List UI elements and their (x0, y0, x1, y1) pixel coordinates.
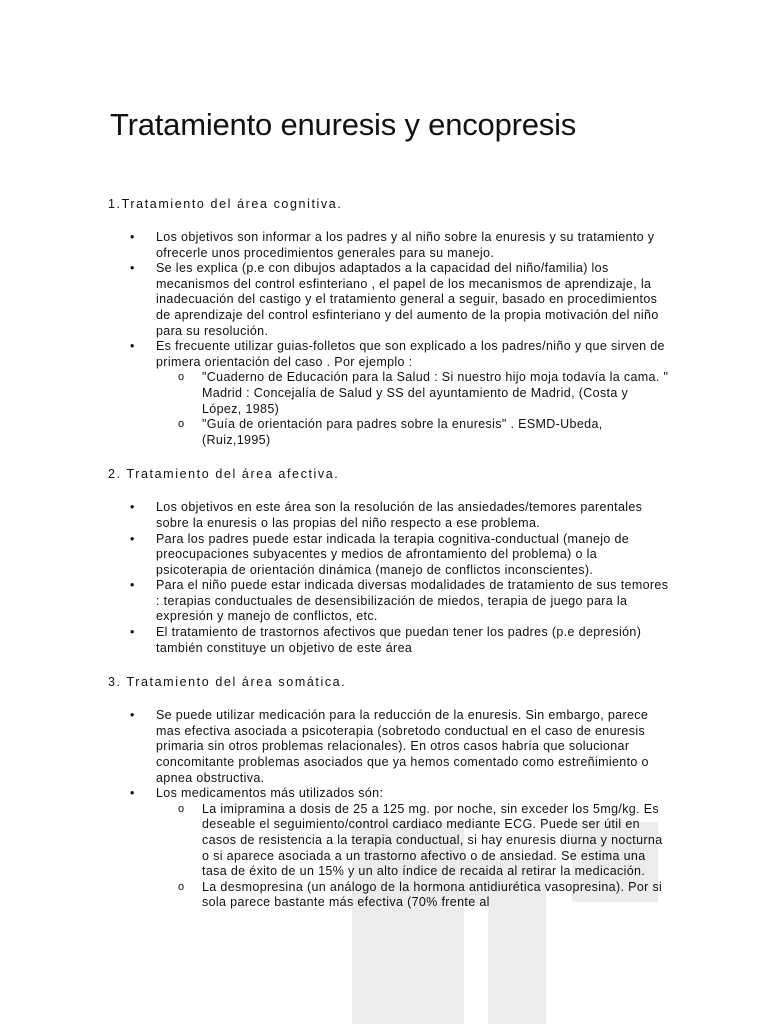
list-item-text: Los objetivos en este área son la resolución de las ansiedades/temores parentales sobre la enuresis o las propias del niño respecto a ese problema. (156, 500, 643, 530)
document-title: Tratamiento enuresis y encopresis (110, 107, 577, 142)
list-item (110, 708, 670, 786)
list-item (110, 578, 670, 625)
list-item (110, 532, 670, 579)
sub-list (156, 370, 670, 448)
bullet-icon: • (130, 786, 135, 801)
bullet-icon: • (130, 578, 135, 593)
list-item-text: Es frecuente utilizar guias-folletos que son explicado a los padres/niño y que sirven de primera orientación del caso . Por ejemplo : (156, 339, 665, 369)
bullet-icon: • (130, 531, 135, 546)
bullet-icon: • (130, 261, 135, 276)
circle-bullet-icon: o (178, 371, 185, 384)
list-item (110, 786, 670, 911)
list-item (110, 339, 670, 448)
sub-list-item (156, 880, 670, 911)
bullet-icon: • (130, 708, 135, 723)
section-cognitive (110, 196, 670, 448)
bullet-icon: • (130, 625, 135, 640)
section-heading: 2. Tratamiento del área afectiva. (108, 467, 340, 482)
bullet-list (110, 230, 670, 448)
circle-bullet-icon: o (178, 802, 185, 815)
circle-bullet-icon: o (178, 880, 185, 893)
list-item-text: Se les explica (p.e con dibujos adaptados a la capacidad del niño/familia) los mecanismos del control esfinteriano , el papel de los mecanismos de aprendizaje, la inadecuación del castigo y el tratamiento general a seguir, basado en procedimientos de aprendizaje del control esfinteriano y del aumento de la propia motivación del niño para su resolución. (156, 261, 659, 338)
list-item-text: Para el niño puede estar indicada diversas modalidades de tratamiento de sus temores : terapias conductuales de desensibilización de miedos, terapia de juego para la expresión y manejo de conflictos, etc. (156, 578, 669, 624)
bullet-icon: • (130, 339, 135, 354)
list-item (110, 625, 670, 656)
section-heading: 1.Tratamiento del área cognitiva. (108, 197, 343, 211)
sub-list-item-text: "Cuaderno de Educación para la Salud : Si nuestro hijo moja todavía la cama. " Madrid : Concejalía de Salud y SS del ayuntamiento de Madrid, (Costa y López, 1985) (202, 370, 669, 416)
list-item-text: El tratamiento de trastornos afectivos que puedan tener los padres (p.e depresión) también constituye un objetivo de este área (156, 625, 642, 655)
bullet-icon: • (130, 500, 135, 515)
sub-list-item-text: La desmopresina (un análogo de la hormona antidiurética vasopresina). Por si sola parece bastante más efectiva (70% frente al (202, 879, 663, 910)
bullet-icon: • (130, 230, 135, 244)
bullet-list (110, 500, 670, 656)
sub-list-item (156, 417, 670, 448)
list-item-text: Para los padres puede estar indicada la terapia cognitiva-conductual (manejo de preocupaciones subyacentes y medios de afrontamiento del problema) o la psicoterapia de orientación dinámica (manejo de conflictos inconscientes). (156, 531, 630, 577)
section-heading: 3. Tratamiento del área somática. (108, 675, 347, 690)
list-item (110, 230, 670, 261)
sub-list-item (156, 370, 670, 417)
list-item-text: Los objetivos son informar a los padres y al niño sobre la enuresis y su tratamiento y ofrecerle unos procedimientos generales para su manejo. (156, 230, 655, 260)
sub-list-item-text: La imipramina a dosis de 25 a 125 mg. por noche, sin exceder los 5mg/kg. Es deseable el seguimiento/control cardiaco mediante ECG. Puede ser útil en casos de resistencia a la terapia conductual, si hay enuresis diurna y nocturna o si aparece asociada a un trastorno afectivo o de ansiedad. Se estima una tasa de éxito de un 15% y un alto índice de recaida al retirar la medicación. (202, 801, 663, 879)
bullet-list (110, 708, 670, 911)
sub-list-item (156, 802, 670, 880)
section-affective (110, 466, 670, 656)
circle-bullet-icon: o (178, 418, 185, 431)
sub-list (156, 802, 670, 911)
list-item-text: Se puede utilizar medicación para la reducción de la enuresis. Sin embargo, parece mas efectiva asociada a psicoterapia (sobretodo conductual en el caso de enuresis primaria sin otros problemas relacionales). En otros casos habría que solucionar concomitante problemas asociados que ya hemos comentado como estreñimiento o apnea obstructiva. (156, 708, 649, 785)
list-item (110, 261, 670, 339)
sub-list-item-text: "Guía de orientación para padres sobre la enuresis" . ESMD-Ubeda, (Ruiz,1995) (202, 417, 603, 447)
list-item-text: Los medicamentos más utilizados són: (156, 786, 384, 801)
section-somatic (110, 674, 670, 911)
list-item (110, 500, 670, 531)
document-page (110, 106, 670, 929)
